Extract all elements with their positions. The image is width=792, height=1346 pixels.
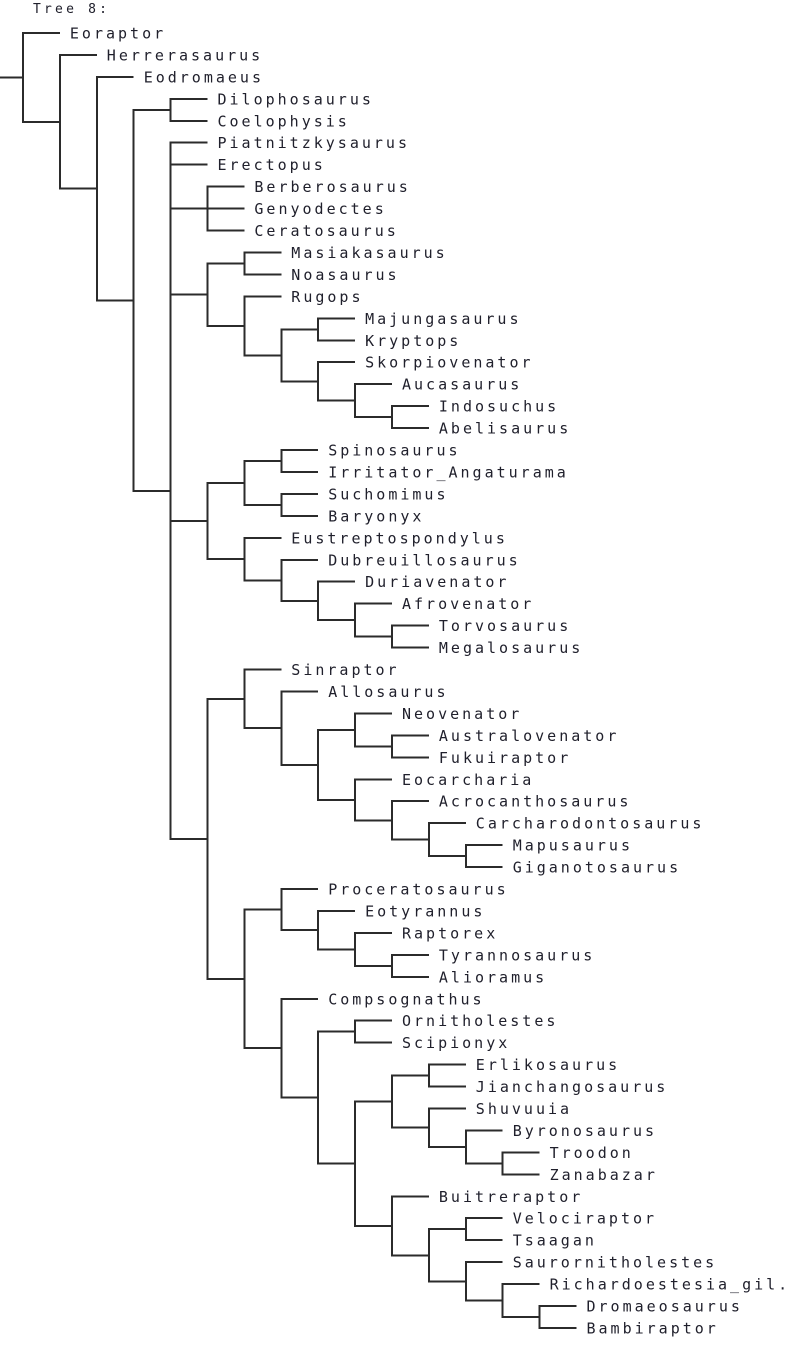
- taxon-label-megalosaurus: Megalosaurus: [438, 639, 584, 658]
- taxon-label-tyrannosaurus: Tyrannosaurus: [438, 946, 596, 965]
- taxon-label-raptorex: Raptorex: [402, 924, 499, 943]
- taxon-label-allosaurus: Allosaurus: [328, 683, 449, 701]
- taxon-label-baryonyx: Baryonyx: [328, 507, 425, 526]
- taxon-label-velociraptor: Velociraptor: [512, 1209, 658, 1228]
- taxon-label-noasaurus: Noasaurus: [291, 265, 400, 284]
- taxon-label-eustreptospondylus: Eustreptospondylus: [291, 529, 508, 548]
- taxon-label-genyodectes: Genyodectes: [254, 200, 387, 219]
- taxon-label-buitreraptor: Buitreraptor: [438, 1187, 584, 1206]
- taxon-label-irritator-angaturama: Irritator_Angaturama: [328, 463, 569, 482]
- taxon-label-suchomimus: Suchomimus: [328, 485, 449, 504]
- taxon-label-erectopus: Erectopus: [217, 156, 326, 175]
- taxon-label-skorpiovenator: Skorpiovenator: [365, 353, 534, 372]
- taxon-label-compsognathus: Compsognathus: [328, 990, 485, 1009]
- taxon-label-giganotosaurus: Giganotosaurus: [512, 858, 682, 877]
- taxon-label-shuvuuia: Shuvuuia: [475, 1100, 573, 1118]
- taxon-label-abelisaurus: Abelisaurus: [438, 419, 572, 438]
- taxon-label-rugops: Rugops: [291, 287, 364, 306]
- taxon-label-bambiraptor: Bambiraptor: [586, 1319, 719, 1338]
- taxon-label-aucasaurus: Aucasaurus: [402, 375, 523, 394]
- taxon-label-zanabazar: Zanabazar: [549, 1165, 658, 1184]
- taxon-label-eocarcharia: Eocarcharia: [402, 770, 535, 789]
- taxon-label-carcharodontosaurus: Carcharodontosaurus: [475, 814, 705, 833]
- taxon-label-masiakasaurus: Masiakasaurus: [291, 244, 448, 262]
- taxon-label-dromaeosaurus: Dromaeosaurus: [586, 1297, 743, 1316]
- taxon-label-mapusaurus: Mapusaurus: [512, 836, 634, 855]
- taxon-label-troodon: Troodon: [549, 1143, 634, 1162]
- taxon-label-fukuiraptor: Fukuiraptor: [438, 748, 572, 767]
- taxon-label-proceratosaurus: Proceratosaurus: [328, 880, 509, 899]
- taxon-label-ornitholestes: Ornitholestes: [402, 1012, 559, 1031]
- taxon-label-neovenator: Neovenator: [402, 704, 523, 723]
- taxon-label-herrerasaurus: Herrerasaurus: [106, 46, 264, 65]
- taxon-label-saurornitholestes: Saurornitholestes: [512, 1253, 718, 1272]
- taxon-label-richardoestesia-gil: Richardoestesia_gil.: [549, 1275, 791, 1294]
- taxon-label-piatnitzkysaurus: Piatnitzkysaurus: [217, 134, 410, 153]
- taxon-label-dilophosaurus: Dilophosaurus: [217, 90, 374, 109]
- taxon-labels: [70, 25, 790, 1338]
- taxon-label-scipionyx: Scipionyx: [402, 1034, 511, 1053]
- taxon-label-erlikosaurus: Erlikosaurus: [475, 1056, 621, 1075]
- taxon-label-dubreuillosaurus: Dubreuillosaurus: [328, 551, 521, 570]
- taxon-label-sinraptor: Sinraptor: [291, 661, 400, 679]
- taxon-label-ceratosaurus: Ceratosaurus: [254, 222, 399, 240]
- taxon-label-acrocanthosaurus: Acrocanthosaurus: [438, 792, 632, 811]
- taxon-label-afrovenator: Afrovenator: [402, 595, 535, 614]
- taxon-label-australovenator: Australovenator: [438, 726, 620, 745]
- tree-title: Tree 8:: [33, 2, 111, 17]
- taxon-label-alioramus: Alioramus: [438, 968, 548, 987]
- taxon-label-byronosaurus: Byronosaurus: [512, 1122, 658, 1140]
- taxon-label-kryptops: Kryptops: [365, 331, 462, 350]
- taxon-label-torvosaurus: Torvosaurus: [438, 617, 572, 636]
- taxon-label-indosuchus: Indosuchus: [438, 397, 560, 416]
- taxon-label-coelophysis: Coelophysis: [217, 112, 350, 131]
- taxon-label-majungasaurus: Majungasaurus: [365, 309, 522, 328]
- taxon-label-eotyrannus: Eotyrannus: [365, 902, 486, 921]
- taxon-label-eoraptor: Eoraptor: [69, 24, 167, 43]
- taxon-label-eodromaeus: Eodromaeus: [143, 68, 265, 87]
- taxon-label-tsaagan: Tsaagan: [512, 1231, 597, 1250]
- taxon-label-duriavenator: Duriavenator: [365, 573, 510, 592]
- taxon-label-jianchangosaurus: Jianchangosaurus: [475, 1078, 669, 1097]
- taxon-label-berberosaurus: Berberosaurus: [254, 178, 411, 197]
- taxon-label-spinosaurus: Spinosaurus: [328, 441, 461, 460]
